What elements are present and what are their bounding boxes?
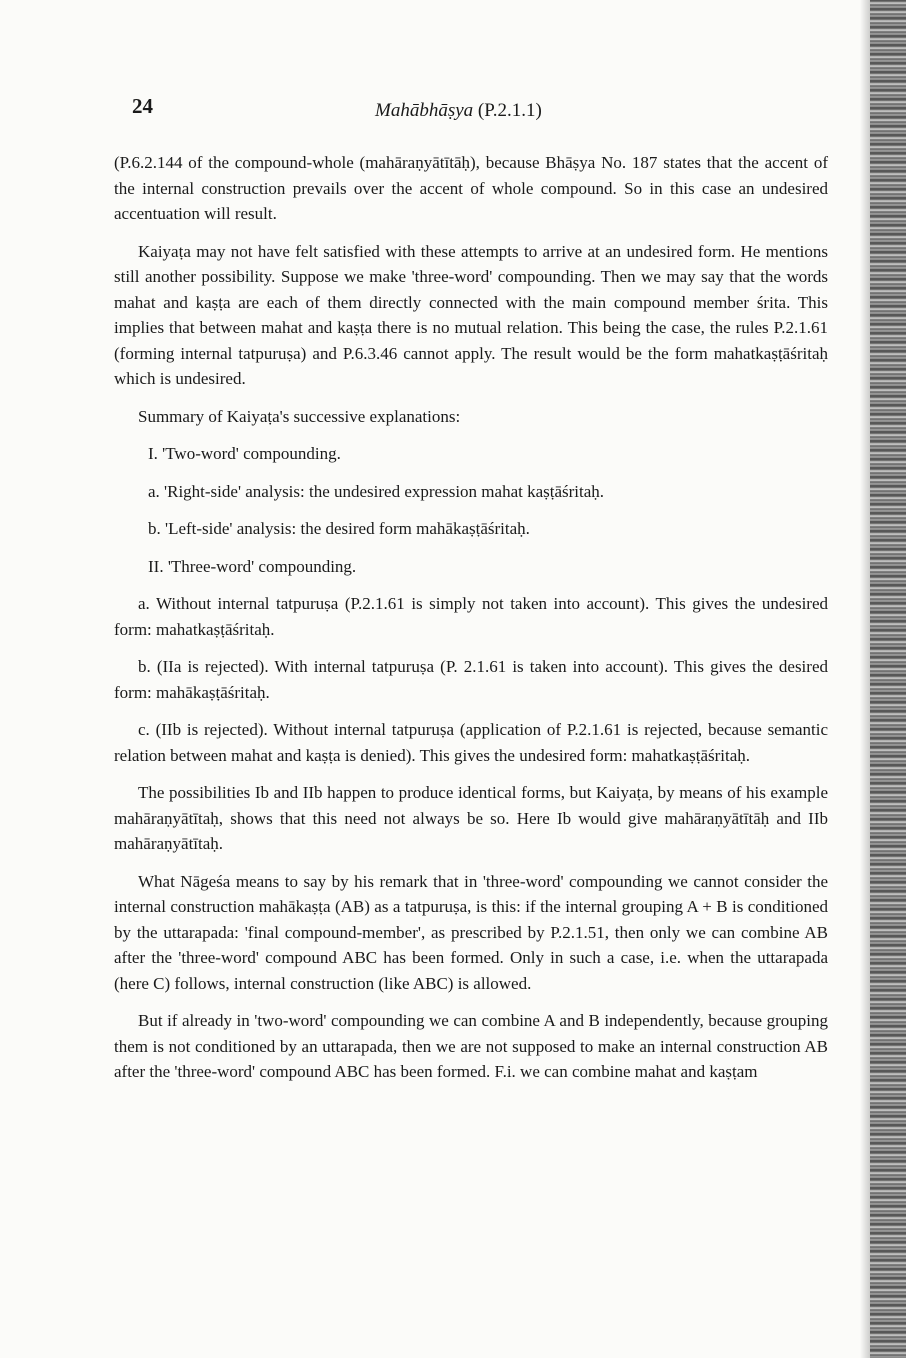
summary-item-Ib: b. 'Left-side' analysis: the desired form mahākaṣṭāśritaḥ. bbox=[148, 519, 530, 538]
running-head-ref: (P.2.1.1) bbox=[477, 100, 542, 121]
paragraph-3: The possibilities Ib and IIb happen to produce identical forms, but Kaiyaṭa, by means of his example mahāraṇyātītaḥ, shows that this need not always be so. Here Ib would give mahāraṇyātītāḥ and IIb mahāraṇyātītaḥ. bbox=[114, 783, 828, 853]
body-text bbox=[114, 150, 828, 1085]
summary-item-IIc: c. (IIb is rejected). Without internal tatpuruṣa (application of P.2.1.61 is rejected, because semantic relation between mahat and kaṣṭa is denied). This gives the undesired form: mahatkaṣṭāśritaḥ. bbox=[114, 720, 828, 765]
paragraph-5: But if already in 'two-word' compounding we can combine A and B independently, because grouping them is not conditioned by an uttarapada, then we are not supposed to make an internal construction AB after the 'three-word' compound ABC has been formed. F.i. we can combine mahat and kaṣṭam bbox=[114, 1011, 828, 1081]
summary-item-Ia: a. 'Right-side' analysis: the undesired expression mahat kaṣṭāśritaḥ. bbox=[148, 481, 605, 501]
summary-item-II: II. 'Three-word' compounding. bbox=[148, 556, 357, 576]
running-head bbox=[375, 100, 542, 122]
paragraph-1: (P.6.2.144 of the compound-whole (mahāraṇyātītāḥ), because Bhāṣya No. 187 states that the accent of the internal construction prevails over the accent of whole compound. So in this case an undesired accentuation will result. bbox=[114, 153, 828, 223]
paragraph-4: What Nāgeśa means to say by his remark that in 'three-word' compounding we cannot consider the internal construction mahākaṣṭa (AB) as a tatpuruṣa, is this: if the internal grouping A + B is conditioned by the uttarapada: 'final compound-member', as prescribed by P.2.1.51, then only we can combine AB after the 'three-word' compound ABC has been formed. Only in such a case, i.e. when the uttarapada (here C) follows, internal construction (like ABC) is allowed. bbox=[114, 871, 828, 993]
paragraph-2: Kaiyaṭa may not have felt satisfied with these attempts to arrive at an undesired form. He mentions still another possibility. Suppose we make 'three-word' compounding. Then we may say that the words mahat and kaṣṭa are each of them directly connected with the main compound member śrita. This implies that between mahat and kaṣṭa there is no mutual relation. This being the case, the rules P.2.1.61 (forming internal tatpuruṣa) and P.6.3.46 cannot apply. The result would be the form mahatkaṣṭāśritaḥ which is undesired. bbox=[114, 241, 828, 388]
page-number: 24 bbox=[132, 94, 153, 118]
book-edge-shadow bbox=[870, 0, 906, 1358]
book-gutter-shadow bbox=[860, 0, 870, 1358]
summary-title: Summary of Kaiyaṭa's successive explanations: bbox=[138, 406, 461, 426]
running-head-title: Mahābhāṣya bbox=[375, 100, 474, 121]
summary-item-I: I. 'Two-word' compounding. bbox=[148, 444, 341, 463]
summary-item-IIa: a. Without internal tatpuruṣa (P.2.1.61 is simply not taken into account). This gives the undesired form: mahatkaṣṭāśritaḥ. bbox=[114, 594, 828, 639]
summary-item-IIb: b. (IIa is rejected). With internal tatpuruṣa (P. 2.1.61 is taken into account). This gives the desired form: mahākaṣṭāśritaḥ. bbox=[114, 657, 828, 702]
